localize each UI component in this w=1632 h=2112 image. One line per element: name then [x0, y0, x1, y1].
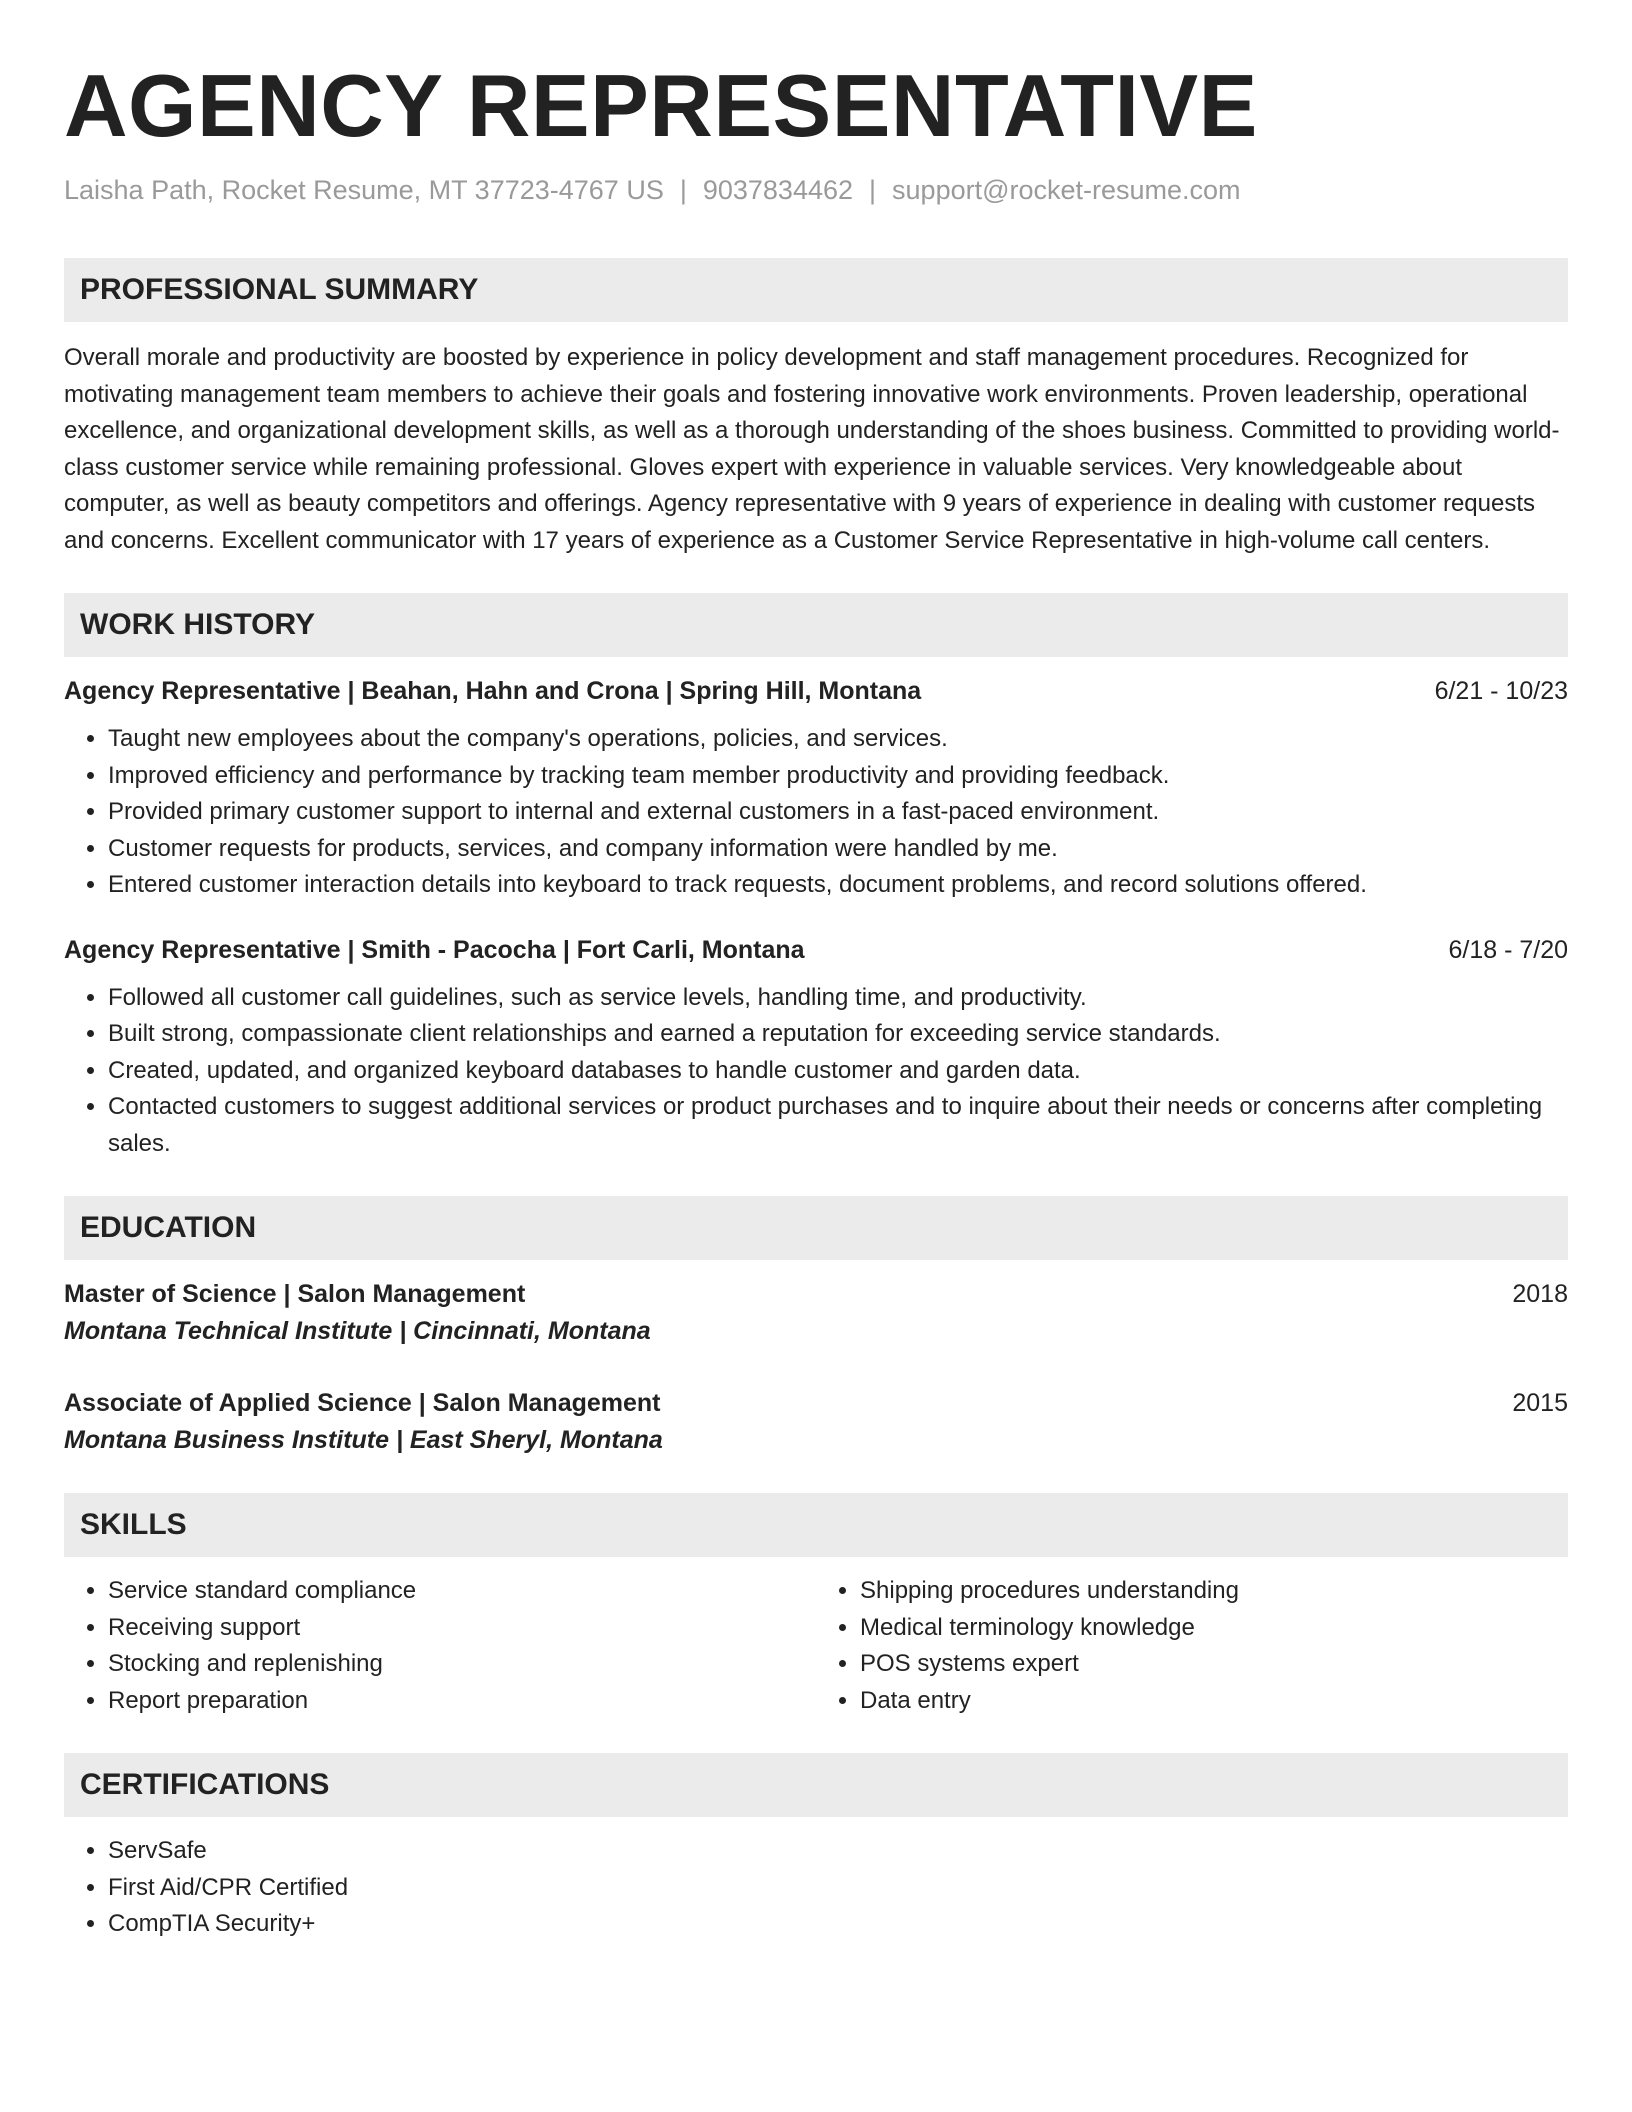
skills-section: [64, 1493, 1568, 1719]
list-item: • Receiving support: [108, 1610, 816, 1647]
skills-column-right: [816, 1573, 1568, 1719]
list-item: • Provided primary customer support to internal and external customers in a fast-paced environment.: [108, 794, 1568, 831]
list-item: • Built strong, compassionate client relationships and earned a reputation for exceeding service standards.: [108, 1016, 1568, 1053]
job-title: Agency Representative | Smith - Pacocha | Fort Carli, Montana: [64, 935, 805, 964]
job-bullets: [64, 980, 1568, 1163]
edu-degree: Associate of Applied Science | Salon Management: [64, 1389, 661, 1417]
contact-phone: 9037834462: [702, 175, 854, 205]
skills-column-left: [64, 1573, 816, 1719]
resume-title: AGENCY REPRESENTATIVE: [64, 56, 1258, 155]
list-item: • Medical terminology knowledge: [860, 1610, 1568, 1647]
work-history-section: [64, 593, 1568, 1162]
job-entry: [64, 673, 1568, 904]
section-heading: WORK HISTORY: [64, 593, 1568, 657]
list-item: • Taught new employees about the company's operations, policies, and services.: [108, 721, 1568, 758]
contact-email: support@rocket-resume.com: [892, 175, 1241, 205]
list-item: • Data entry: [860, 1683, 1568, 1720]
list-item: • Customer requests for products, services, and company information were handled by me.: [108, 831, 1568, 868]
job-bullets: [64, 721, 1568, 904]
education-section: [64, 1196, 1568, 1459]
list-item: • Stocking and replenishing: [108, 1646, 816, 1683]
list-item: • Improved efficiency and performance by tracking team member productivity and providing feedback.: [108, 758, 1568, 795]
job-dates: 6/18 - 7/20: [1448, 935, 1568, 964]
education-entry: [64, 1385, 1568, 1459]
skills-grid: [64, 1573, 1568, 1719]
list-item: • Entered customer interaction details into keyboard to track requests, document problems, and record solutions offered.: [108, 867, 1568, 904]
job-title: Agency Representative | Beahan, Hahn and Crona | Spring Hill, Montana: [64, 677, 922, 705]
summary-text: Overall morale and productivity are boosted by experience in policy development and staff management procedures. Recognized for motivating management team members to achieve their goals and fostering innovative work environments. Proven leadership, operational excellence, and organizational development skills, as well as a thorough understanding of the shoes business. Committed to providing world-class customer service while remaining professional. Gloves expert with experience in valuable services. Very knowledgeable about computer, as well as beauty competitors and offerings. Agency representative with 9 years of experience in dealing with customer requests and concerns. Excellent communicator with 17 years of experience as a Customer Service Representative in high-volume call centers.: [64, 344, 1560, 554]
contact-line: [64, 172, 1568, 208]
list-item: • Shipping procedures understanding: [860, 1573, 1568, 1610]
edu-degree: Master of Science | Salon Management: [64, 1280, 526, 1308]
section-heading: PROFESSIONAL SUMMARY: [64, 258, 1568, 322]
list-item: • POS systems expert: [860, 1646, 1568, 1683]
list-item: • CompTIA Security+: [108, 1906, 1568, 1943]
edu-school: Montana Technical Institute | Cincinnati, Montana: [64, 1317, 651, 1345]
summary-section: [64, 258, 1568, 559]
job-entry: [64, 932, 1568, 1163]
section-heading: EDUCATION: [64, 1196, 1568, 1260]
list-item: • Service standard compliance: [108, 1573, 816, 1610]
list-item: • Report preparation: [108, 1683, 816, 1720]
list-item: • First Aid/CPR Certified: [108, 1870, 1568, 1907]
list-item: • ServSafe: [108, 1833, 1568, 1870]
list-item: • Contacted customers to suggest additional services or product purchases and to inquire about their needs or concerns after completing sales.: [108, 1089, 1568, 1162]
list-item: • Created, updated, and organized keyboard databases to handle customer and garden data.: [108, 1053, 1568, 1090]
contact-separator: |: [679, 175, 687, 205]
list-item: • Followed all customer call guidelines, such as service levels, handling time, and productivity.: [108, 980, 1568, 1017]
contact-separator: |: [869, 175, 877, 205]
section-heading: SKILLS: [64, 1493, 1568, 1557]
certifications-section: [64, 1753, 1568, 1943]
certifications-list: [64, 1833, 1568, 1943]
edu-school: Montana Business Institute | East Sheryl, Montana: [64, 1426, 663, 1454]
contact-address: Laisha Path, Rocket Resume, MT 37723-4767 US: [64, 175, 664, 205]
section-heading: CERTIFICATIONS: [64, 1753, 1568, 1817]
education-entry: [64, 1276, 1568, 1350]
job-dates: 6/21 - 10/23: [1434, 677, 1568, 705]
edu-year: 2015: [1512, 1389, 1568, 1417]
edu-year: 2018: [1512, 1280, 1568, 1308]
